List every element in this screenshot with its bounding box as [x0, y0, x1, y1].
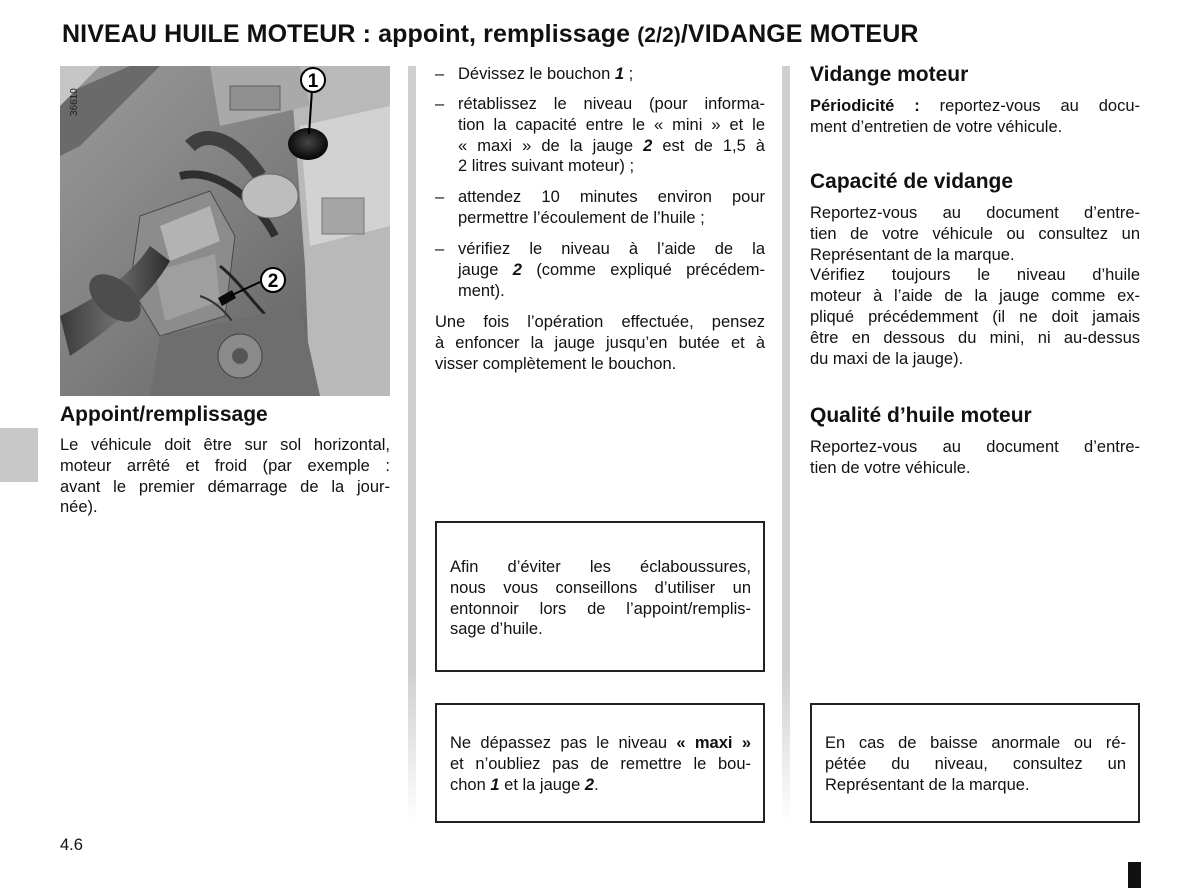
heading-qualite: Qualité d’huile moteur — [810, 404, 1032, 427]
text-line: permettre l’écoulement de l’huile ; — [458, 208, 705, 227]
text-line — [458, 260, 765, 281]
paragraph-appoint — [60, 435, 390, 518]
step-4-text — [458, 239, 765, 301]
text-line: visser complètement le bouchon. — [435, 354, 677, 373]
text-line: Représentant de la marque. — [825, 775, 1030, 794]
warning-maxi-text — [450, 733, 751, 795]
text-line: tion la capacité entre le « mini » et le — [458, 115, 765, 134]
callout-2-label: 2 — [267, 271, 279, 292]
ref-number: 2 — [643, 136, 653, 155]
text-span: (comme expliqué précédem- — [521, 260, 765, 279]
text-line: Une fois l’opération effectuée, pensez — [435, 313, 765, 331]
text-line: entonnoir lors de l’appoint/remplis- — [450, 599, 751, 618]
text-span: Ne dépassez pas le niveau — [450, 734, 677, 752]
text-line: pétée du niveau, consultez un — [825, 754, 1126, 773]
text-line: Reportez-vous au document d’entre- — [810, 204, 1140, 222]
text-span-bold: Périodicité : — [810, 97, 920, 115]
page-title — [62, 20, 919, 49]
dash-bullet: – — [435, 95, 445, 113]
text-line: pliqué précédemment (il ne doit jamais — [810, 307, 1140, 326]
step-3-text — [458, 187, 765, 229]
paragraph-periodicite — [810, 96, 1140, 138]
title-main: NIVEAU HUILE MOTEUR : appoint, remplissage — [62, 20, 638, 48]
step-1-text — [458, 64, 765, 85]
text-line: avant le premier démarrage de la jour- — [60, 477, 390, 496]
text-line — [810, 96, 1140, 117]
step-2-text — [458, 94, 765, 177]
column-separator-left — [408, 66, 416, 822]
dash-bullet: – — [435, 240, 445, 258]
text-span: ; — [624, 65, 634, 83]
heading-appoint: Appoint/remplissage — [60, 403, 268, 426]
title-end: /VIDANGE MOTEUR — [680, 20, 919, 48]
heading-capacite: Capacité de vidange — [810, 170, 1014, 193]
text-line — [450, 733, 751, 754]
text-line: Afin d’éviter les éclaboussures, — [450, 558, 751, 576]
engine-photo — [60, 66, 390, 396]
ref-number: 1 — [614, 65, 625, 83]
column-separator-right — [782, 66, 790, 822]
ref-number: 2 — [584, 775, 595, 794]
step-1 — [435, 64, 765, 85]
warning-box-level-drop — [810, 703, 1140, 823]
paragraph-after-operation — [435, 312, 765, 374]
text-line: tien de votre véhicule ou consultez un — [810, 224, 1140, 243]
text-line: sage d’huile. — [450, 620, 543, 639]
text-line: Représentant de la marque. — [810, 245, 1015, 264]
text-line: Reportez-vous au document d’entre- — [810, 438, 1140, 456]
text-line: 2 litres suivant moteur) ; — [458, 157, 635, 176]
text-span: jauge — [458, 260, 513, 279]
text-span: reportez-vous au docu- — [919, 97, 1140, 115]
text-line: Vérifiez toujours le niveau d’huile — [810, 266, 1140, 285]
text-line: et n’oubliez pas de remettre le bou- — [450, 754, 751, 773]
step-2 — [435, 94, 765, 177]
text-span: est de 1,5 à — [652, 136, 765, 155]
ref-number: 2 — [512, 260, 522, 279]
text-line: tien de votre véhicule. — [810, 458, 971, 477]
text-line — [458, 136, 765, 157]
text-line: attendez 10 minutes environ pour — [458, 188, 765, 206]
text-line: à enfoncer la jauge jusqu’en butée et à — [435, 333, 765, 352]
page-number: 4.6 — [60, 836, 83, 854]
title-part: (2/2) — [637, 24, 681, 47]
step-3 — [435, 187, 765, 229]
warning-level-drop-text — [825, 733, 1126, 795]
text-span: . — [594, 775, 599, 794]
ref-number: 1 — [490, 775, 500, 794]
step-4 — [435, 239, 765, 301]
text-line: moteur à l’aide de la jauge comme ex- — [810, 287, 1140, 306]
text-line: Le véhicule doit être sur sol horizontal, — [60, 436, 390, 454]
paragraph-capacite — [810, 203, 1140, 369]
text-line: du maxi de la jauge). — [810, 349, 964, 368]
text-span: chon — [450, 775, 491, 794]
page-edge-marker — [1128, 862, 1141, 888]
warning-box-maxi — [435, 703, 765, 823]
text-line: En cas de baisse anormale ou ré- — [825, 734, 1126, 752]
text-line: moteur arrêté et froid (par exemple : — [60, 456, 390, 475]
text-line: ment). — [458, 281, 505, 300]
chapter-tab — [0, 428, 38, 482]
note-box-funnel — [435, 521, 765, 672]
text-span-bold: « maxi » — [676, 734, 751, 752]
text-line: vérifiez le niveau à l’aide de la — [458, 240, 765, 258]
heading-vidange: Vidange moteur — [810, 63, 969, 86]
paragraph-qualite — [810, 437, 1140, 479]
text-line: rétablissez le niveau (pour informa- — [458, 95, 765, 113]
text-span: et la jauge — [499, 775, 585, 794]
text-span: « maxi » de la jauge — [458, 136, 644, 155]
dash-bullet: – — [435, 65, 445, 83]
text-line — [450, 775, 751, 796]
dash-bullet: – — [435, 188, 445, 206]
text-line: nous vous conseillons d’utiliser un — [450, 578, 751, 597]
callout-1-label: 1 — [307, 71, 319, 92]
text-line: née). — [60, 498, 98, 517]
text-line: être en dessous du mini, ni au-dessus — [810, 328, 1140, 347]
note-funnel-text — [450, 557, 751, 640]
figure-reference: 36610 — [69, 88, 80, 116]
text-span: Dévissez le bouchon — [458, 65, 615, 83]
text-line: ment d’entretien de votre véhicule. — [810, 117, 1063, 136]
